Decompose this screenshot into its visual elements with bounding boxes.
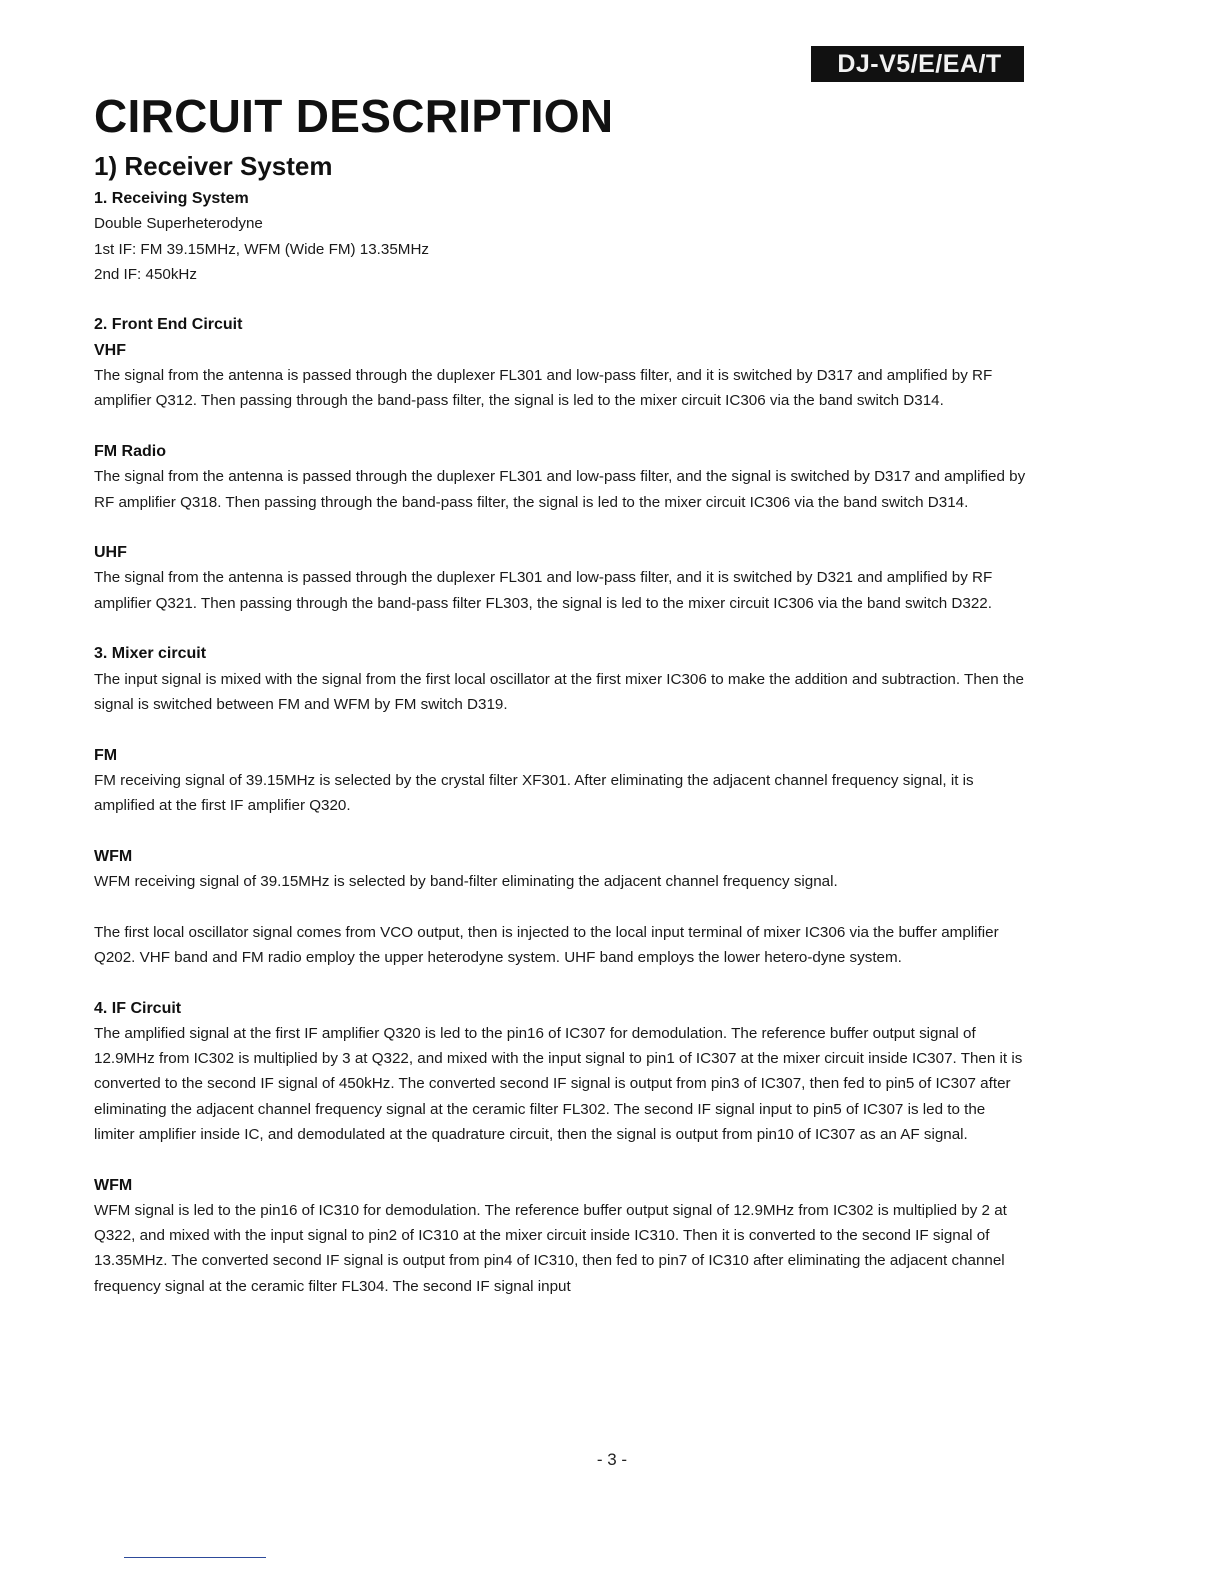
mixer-wfm-paragraph: WFM receiving signal of 39.15MHz is selected by band-filter eliminating the adjacent channel frequency signal. bbox=[94, 873, 838, 891]
page-title: CIRCUIT DESCRIPTION bbox=[94, 90, 614, 142]
document-body bbox=[94, 86, 1029, 1299]
mixer-paragraph: The input signal is mixed with the signal from the first local oscillator at the first mixer IC306 to make the addition and subtraction. Then the signal is switched between FM and WFM by FM switch D319. bbox=[94, 670, 1024, 713]
section-title: 1) Receiver System bbox=[94, 151, 333, 181]
mixer-fm-heading: FM bbox=[94, 746, 118, 764]
mixer-heading: 3. Mixer circuit bbox=[94, 645, 207, 663]
front-end-heading: 2. Front End Circuit bbox=[94, 316, 243, 334]
vhf-heading: VHF bbox=[94, 341, 126, 359]
model-badge: DJ-V5/E/EA/T bbox=[811, 46, 1024, 82]
spacer bbox=[94, 616, 1029, 641]
spacer bbox=[94, 414, 1029, 439]
spacer bbox=[94, 515, 1029, 540]
mixer-wfm-heading: WFM bbox=[94, 847, 133, 865]
if-circuit-block bbox=[94, 996, 1029, 1300]
fm-radio-heading: FM Radio bbox=[94, 442, 166, 460]
page-number: - 3 - bbox=[596, 1450, 628, 1469]
receiving-system-line: 1st IF: FM 39.15MHz, WFM (Wide FM) 13.35MHz bbox=[94, 240, 430, 258]
uhf-heading: UHF bbox=[94, 544, 127, 562]
if-circuit-paragraph: The amplified signal at the first IF amplifier Q320 is led to the pin16 of IC307 for demodulation. The reference buffer output signal of 12.9MHz from IC302 is multiplied by 3 at Q322, and mixed with the input signal to pin1 of IC307 at the mixer circuit inside IC307. Then it is converted to the second IF signal of 450kHz. The converted second IF signal is output from pin3 of IC307, then fed to pin5 of IC307 after eliminating the adjacent channel frequency signal at the ceramic filter FL302. The second IF signal input to pin5 of IC307 is led to the limiter amplifier inside IC, and demodulated at the quadrature circuit, then the signal is output from pin10 of IC307 as an AF signal. bbox=[94, 1024, 1023, 1143]
if-wfm-paragraph: WFM signal is led to the pin16 of IC310 for demodulation. The reference buffer output signal of 12.9MHz from IC302 is multiplied by 2 at Q322, and mixed with the input signal to pin2 of IC310 at the mixer circuit inside IC310. Then it is converted to the second IF signal of 13.35MHz. The converted second IF signal is output from pin4 of IC310, then fed to pin7 of IC310 after eliminating the adjacent channel frequency signal at the ceramic filter FL304. The second IF signal input bbox=[94, 1201, 1007, 1295]
spacer bbox=[94, 287, 1029, 312]
spacer bbox=[94, 717, 1029, 742]
if-wfm-heading: WFM bbox=[94, 1176, 133, 1194]
spacer bbox=[94, 970, 1029, 995]
spacer bbox=[94, 894, 1029, 919]
uhf-paragraph: The signal from the antenna is passed through the duplexer FL301 and low-pass filter, and it is switched by D321 and amplified by RF amplifier Q321. Then passing through the band-pass filter FL303, the signal is led to the mixer circuit IC306 via the band switch D322. bbox=[94, 569, 993, 612]
mixer-fm-paragraph: FM receiving signal of 39.15MHz is selected by the crystal filter XF301. After eliminating the adjacent channel frequency signal, it is amplified at the first IF amplifier Q320. bbox=[94, 771, 974, 815]
receiving-system-line: 2nd IF: 450kHz bbox=[94, 265, 197, 283]
receiving-system-line: Double Superheterodyne bbox=[94, 215, 263, 233]
spacer bbox=[94, 818, 1029, 843]
vhf-paragraph: The signal from the antenna is passed through the duplexer FL301 and low-pass filter, and it is switched by D317 and amplified by RF amplifier Q312. Then passing through the band-pass filter, the signal is led to the mixer circuit IC306 via the band switch D314. bbox=[94, 367, 993, 410]
receiving-system-block bbox=[94, 186, 1029, 287]
front-end-block bbox=[94, 312, 1029, 616]
fm-radio-paragraph: The signal from the antenna is passed through the duplexer FL301 and low-pass filter, and the signal is switched by D317 and amplified by RF amplifier Q318. Then passing through the band-pass filter, the signal is led to the mixer circuit IC306 via the band switch D314. bbox=[94, 468, 1026, 511]
if-circuit-heading: 4. IF Circuit bbox=[94, 999, 182, 1017]
spacer bbox=[94, 1147, 1029, 1172]
mixer-block bbox=[94, 641, 1029, 970]
receiving-system-heading: 1. Receiving System bbox=[94, 190, 249, 207]
footer-rule bbox=[124, 1557, 266, 1558]
local-oscillator-paragraph: The first local oscillator signal comes from VCO output, then is injected to the local input terminal of mixer IC306 via the buffer amplifier Q202. VHF band and FM radio employ the upper heterodyne system. UHF band employs the lower hetero-dyne system. bbox=[94, 923, 999, 966]
